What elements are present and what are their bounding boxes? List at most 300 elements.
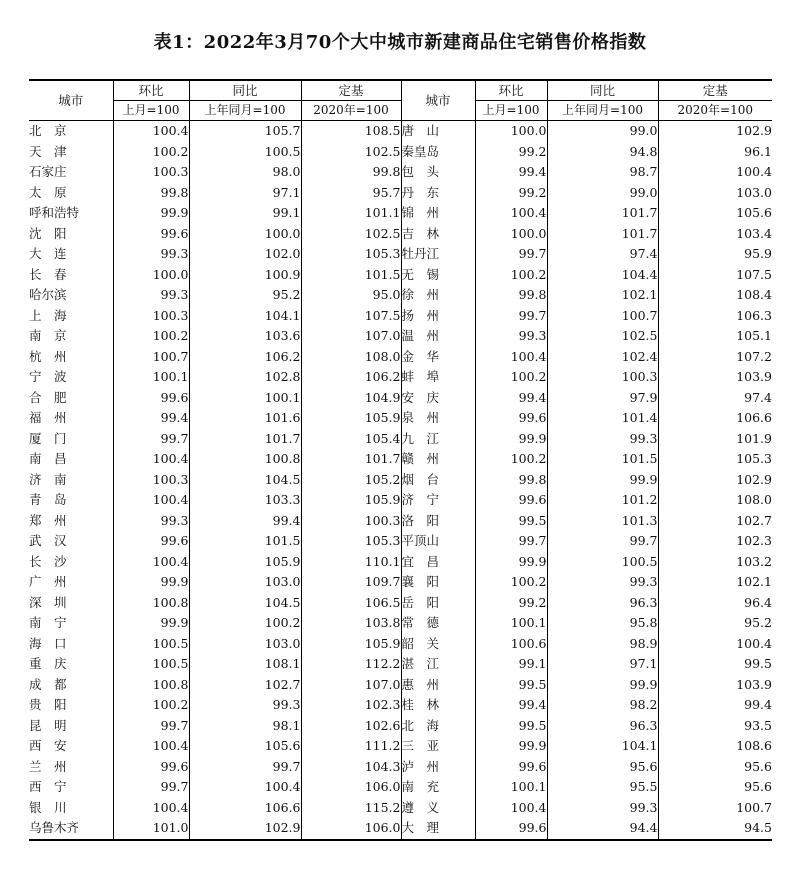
table-row xyxy=(29,552,772,573)
year-on-year-left: 98.0 xyxy=(189,162,301,183)
month-on-month-left: 99.6 xyxy=(113,388,189,409)
city-name-right: 金 华 xyxy=(401,347,475,368)
table-row xyxy=(29,449,772,470)
fixed-base-right: 100.4 xyxy=(658,634,772,655)
city-name-right: 大 理 xyxy=(401,818,475,840)
month-on-month-right: 99.6 xyxy=(475,757,547,778)
city-name-right: 包 头 xyxy=(401,162,475,183)
year-on-year-left: 103.0 xyxy=(189,572,301,593)
month-on-month-right: 100.2 xyxy=(475,449,547,470)
table-body xyxy=(29,121,772,840)
fixed-base-left: 106.2 xyxy=(301,367,401,388)
city-name-left: 天 津 xyxy=(29,143,67,159)
city-name-right: 九 江 xyxy=(401,429,475,450)
city-name-right: 韶 关 xyxy=(401,634,475,655)
year-on-year-left: 100.0 xyxy=(189,224,301,245)
subheader-year-on-year-right: 上年同月=100 xyxy=(547,101,658,121)
fixed-base-left: 110.1 xyxy=(301,552,401,573)
fixed-base-left: 101.1 xyxy=(301,203,401,224)
fixed-base-left: 105.4 xyxy=(301,429,401,450)
year-on-year-right: 101.7 xyxy=(547,203,658,224)
fixed-base-right: 100.4 xyxy=(658,162,772,183)
fixed-base-left: 108.0 xyxy=(301,347,401,368)
table-row xyxy=(29,531,772,552)
city-name-left: 海 口 xyxy=(29,635,67,651)
city-name-right: 三 亚 xyxy=(401,736,475,757)
month-on-month-right: 99.7 xyxy=(475,531,547,552)
month-on-month-left: 99.3 xyxy=(113,511,189,532)
month-on-month-left: 100.4 xyxy=(113,490,189,511)
month-on-month-right: 100.1 xyxy=(475,777,547,798)
city-name-left: 深 圳 xyxy=(29,594,67,610)
year-on-year-right: 94.4 xyxy=(547,818,658,840)
city-name-left: 大 连 xyxy=(29,246,67,261)
city-name-left: 银 川 xyxy=(29,799,67,815)
city-name-left: 成 都 xyxy=(29,676,67,692)
city-name-left: 广 州 xyxy=(29,574,67,589)
month-on-month-right: 99.9 xyxy=(475,736,547,757)
year-on-year-left: 99.4 xyxy=(189,511,301,532)
fixed-base-right: 96.4 xyxy=(658,593,772,614)
year-on-year-right: 99.9 xyxy=(547,470,658,491)
month-on-month-right: 100.0 xyxy=(475,121,547,142)
month-on-month-left: 100.3 xyxy=(113,470,189,491)
city-name-left: 上 海 xyxy=(29,307,67,323)
city-name-right: 湛 江 xyxy=(401,654,475,675)
table-row xyxy=(29,695,772,716)
city-name-left: 乌鲁木齐 xyxy=(29,820,80,835)
fixed-base-right: 105.6 xyxy=(658,203,772,224)
table-row xyxy=(29,142,772,163)
year-on-year-left: 100.4 xyxy=(189,777,301,798)
month-on-month-left: 99.9 xyxy=(113,572,189,593)
fixed-base-left: 105.9 xyxy=(301,634,401,655)
fixed-base-right: 102.3 xyxy=(658,531,772,552)
city-name-left: 济 南 xyxy=(29,471,67,487)
city-name-left: 西 宁 xyxy=(29,779,67,794)
month-on-month-right: 99.8 xyxy=(475,285,547,306)
fixed-base-right: 95.2 xyxy=(658,613,772,634)
city-name-right: 北 海 xyxy=(401,716,475,737)
table-row xyxy=(29,244,772,265)
fixed-base-right: 100.7 xyxy=(658,798,772,819)
month-on-month-left: 100.5 xyxy=(113,634,189,655)
month-on-month-left: 99.7 xyxy=(113,716,189,737)
city-name-right: 遵 义 xyxy=(401,798,475,819)
month-on-month-left: 99.8 xyxy=(113,183,189,204)
city-name-left: 青 岛 xyxy=(29,492,67,507)
fixed-base-left: 105.2 xyxy=(301,470,401,491)
year-on-year-right: 100.5 xyxy=(547,552,658,573)
month-on-month-left: 99.7 xyxy=(113,429,189,450)
city-name-right: 无 锡 xyxy=(401,265,475,286)
fixed-base-left: 106.0 xyxy=(301,818,401,840)
fixed-base-left: 105.9 xyxy=(301,408,401,429)
fixed-base-right: 97.4 xyxy=(658,388,772,409)
year-on-year-left: 102.8 xyxy=(189,367,301,388)
year-on-year-right: 101.5 xyxy=(547,449,658,470)
table-row xyxy=(29,203,772,224)
year-on-year-right: 102.4 xyxy=(547,347,658,368)
header-month-on-month-left: 环比 xyxy=(113,80,189,101)
city-name-right: 锦 州 xyxy=(401,203,475,224)
city-name-right: 吉 林 xyxy=(401,224,475,245)
city-name-left: 福 州 xyxy=(29,410,67,425)
city-name-right: 济 宁 xyxy=(401,490,475,511)
fixed-base-right: 105.3 xyxy=(658,449,772,470)
year-on-year-right: 99.0 xyxy=(547,183,658,204)
year-on-year-left: 102.9 xyxy=(189,818,301,840)
month-on-month-left: 100.3 xyxy=(113,162,189,183)
month-on-month-right: 100.0 xyxy=(475,224,547,245)
city-name-right: 安 庆 xyxy=(401,388,475,409)
month-on-month-right: 99.5 xyxy=(475,675,547,696)
fixed-base-right: 95.6 xyxy=(658,757,772,778)
fixed-base-left: 99.8 xyxy=(301,162,401,183)
city-name-left: 重 庆 xyxy=(29,656,67,671)
month-on-month-right: 99.6 xyxy=(475,408,547,429)
city-name-left: 南 京 xyxy=(29,328,67,343)
month-on-month-left: 100.5 xyxy=(113,654,189,675)
fixed-base-right: 103.4 xyxy=(658,224,772,245)
fixed-base-right: 95.6 xyxy=(658,777,772,798)
city-name-left: 南 昌 xyxy=(29,451,67,466)
year-on-year-left: 105.9 xyxy=(189,552,301,573)
header-year-on-year-right: 同比 xyxy=(547,80,658,101)
table-row xyxy=(29,716,772,737)
fixed-base-left: 95.0 xyxy=(301,285,401,306)
month-on-month-right: 99.2 xyxy=(475,593,547,614)
fixed-base-right: 103.2 xyxy=(658,552,772,573)
subheader-month-on-month-right: 上月=100 xyxy=(475,101,547,121)
fixed-base-right: 102.9 xyxy=(658,470,772,491)
fixed-base-left: 100.3 xyxy=(301,511,401,532)
city-name-right: 南 充 xyxy=(401,777,475,798)
year-on-year-right: 96.3 xyxy=(547,716,658,737)
city-name-right: 桂 林 xyxy=(401,695,475,716)
table-row xyxy=(29,818,772,840)
city-name-right: 洛 阳 xyxy=(401,511,475,532)
fixed-base-right: 106.3 xyxy=(658,306,772,327)
month-on-month-left: 100.2 xyxy=(113,326,189,347)
year-on-year-right: 99.3 xyxy=(547,572,658,593)
fixed-base-left: 102.6 xyxy=(301,716,401,737)
year-on-year-left: 100.1 xyxy=(189,388,301,409)
month-on-month-left: 99.6 xyxy=(113,757,189,778)
year-on-year-right: 99.3 xyxy=(547,798,658,819)
fixed-base-left: 107.0 xyxy=(301,675,401,696)
city-name-right: 赣 州 xyxy=(401,449,475,470)
year-on-year-right: 102.5 xyxy=(547,326,658,347)
month-on-month-right: 99.7 xyxy=(475,244,547,265)
fixed-base-left: 101.7 xyxy=(301,449,401,470)
fixed-base-left: 103.8 xyxy=(301,613,401,634)
month-on-month-right: 99.4 xyxy=(475,388,547,409)
table-row xyxy=(29,675,772,696)
year-on-year-right: 100.7 xyxy=(547,306,658,327)
year-on-year-right: 99.3 xyxy=(547,429,658,450)
fixed-base-left: 104.9 xyxy=(301,388,401,409)
year-on-year-right: 101.2 xyxy=(547,490,658,511)
city-name-left: 武 汉 xyxy=(29,533,67,548)
month-on-month-left: 99.4 xyxy=(113,408,189,429)
month-on-month-right: 99.7 xyxy=(475,306,547,327)
year-on-year-left: 101.5 xyxy=(189,531,301,552)
fixed-base-left: 109.7 xyxy=(301,572,401,593)
city-name-left: 哈尔滨 xyxy=(29,287,67,302)
table-row xyxy=(29,736,772,757)
month-on-month-left: 100.7 xyxy=(113,347,189,368)
year-on-year-left: 100.5 xyxy=(189,142,301,163)
table-row xyxy=(29,654,772,675)
year-on-year-right: 99.7 xyxy=(547,531,658,552)
fixed-base-left: 111.2 xyxy=(301,736,401,757)
city-name-left: 西 安 xyxy=(29,738,67,753)
fixed-base-left: 106.5 xyxy=(301,593,401,614)
table-row xyxy=(29,511,772,532)
table-row xyxy=(29,572,772,593)
table-row xyxy=(29,593,772,614)
year-on-year-left: 99.1 xyxy=(189,203,301,224)
year-on-year-left: 101.6 xyxy=(189,408,301,429)
year-on-year-left: 104.5 xyxy=(189,470,301,491)
fixed-base-right: 99.5 xyxy=(658,654,772,675)
year-on-year-right: 95.5 xyxy=(547,777,658,798)
city-name-left: 宁 波 xyxy=(29,369,67,384)
city-name-left: 北 京 xyxy=(29,123,67,138)
fixed-base-right: 102.9 xyxy=(658,121,772,142)
price-index-table xyxy=(29,79,772,841)
fixed-base-left: 107.5 xyxy=(301,306,401,327)
year-on-year-left: 100.8 xyxy=(189,449,301,470)
table-row xyxy=(29,121,772,142)
month-on-month-right: 100.2 xyxy=(475,265,547,286)
table-row xyxy=(29,408,772,429)
fixed-base-right: 99.4 xyxy=(658,695,772,716)
city-name-left: 兰 州 xyxy=(29,758,67,774)
fixed-base-right: 96.1 xyxy=(658,142,772,163)
month-on-month-left: 99.9 xyxy=(113,613,189,634)
fixed-base-left: 105.3 xyxy=(301,531,401,552)
table-row xyxy=(29,613,772,634)
fixed-base-left: 108.5 xyxy=(301,121,401,142)
fixed-base-right: 108.0 xyxy=(658,490,772,511)
city-name-left: 长 沙 xyxy=(29,553,67,569)
month-on-month-right: 99.2 xyxy=(475,183,547,204)
city-name-left: 石家庄 xyxy=(29,164,67,179)
year-on-year-left: 102.7 xyxy=(189,675,301,696)
year-on-year-right: 98.9 xyxy=(547,634,658,655)
year-on-year-right: 95.6 xyxy=(547,757,658,778)
month-on-month-left: 100.8 xyxy=(113,675,189,696)
year-on-year-left: 108.1 xyxy=(189,654,301,675)
header-month-on-month-right: 环比 xyxy=(475,80,547,101)
month-on-month-left: 100.4 xyxy=(113,552,189,573)
month-on-month-right: 100.4 xyxy=(475,798,547,819)
fixed-base-left: 104.3 xyxy=(301,757,401,778)
year-on-year-right: 101.7 xyxy=(547,224,658,245)
city-name-left: 合 肥 xyxy=(29,389,67,405)
city-name-right: 秦皇岛 xyxy=(401,142,475,163)
month-on-month-left: 100.4 xyxy=(113,736,189,757)
city-name-right: 温 州 xyxy=(401,326,475,347)
city-name-left: 杭 州 xyxy=(29,348,67,364)
table-row xyxy=(29,183,772,204)
month-on-month-right: 100.6 xyxy=(475,634,547,655)
month-on-month-right: 99.9 xyxy=(475,429,547,450)
subheader-month-on-month-left: 上月=100 xyxy=(113,101,189,121)
fixed-base-left: 106.0 xyxy=(301,777,401,798)
year-on-year-right: 96.3 xyxy=(547,593,658,614)
month-on-month-right: 100.2 xyxy=(475,572,547,593)
table-row xyxy=(29,388,772,409)
month-on-month-left: 99.3 xyxy=(113,244,189,265)
fixed-base-left: 107.0 xyxy=(301,326,401,347)
year-on-year-left: 106.6 xyxy=(189,798,301,819)
month-on-month-left: 100.2 xyxy=(113,142,189,163)
fixed-base-left: 112.2 xyxy=(301,654,401,675)
table-row xyxy=(29,757,772,778)
city-name-right: 襄 阳 xyxy=(401,572,475,593)
table-row xyxy=(29,326,772,347)
fixed-base-right: 103.9 xyxy=(658,675,772,696)
city-name-left: 郑 州 xyxy=(29,512,67,528)
city-name-right: 泉 州 xyxy=(401,408,475,429)
month-on-month-left: 100.4 xyxy=(113,449,189,470)
year-on-year-left: 100.2 xyxy=(189,613,301,634)
city-name-left: 长 春 xyxy=(29,266,67,282)
table-row xyxy=(29,306,772,327)
year-on-year-right: 101.4 xyxy=(547,408,658,429)
month-on-month-left: 101.0 xyxy=(113,818,189,840)
month-on-month-left: 100.8 xyxy=(113,593,189,614)
table-row xyxy=(29,798,772,819)
city-name-right: 平顶山 xyxy=(401,531,475,552)
city-name-right: 惠 州 xyxy=(401,675,475,696)
header-city-left: 城市 xyxy=(29,80,113,121)
year-on-year-right: 99.0 xyxy=(547,121,658,142)
year-on-year-left: 99.7 xyxy=(189,757,301,778)
month-on-month-right: 99.8 xyxy=(475,470,547,491)
year-on-year-right: 104.4 xyxy=(547,265,658,286)
fixed-base-right: 108.6 xyxy=(658,736,772,757)
city-name-left: 沈 阳 xyxy=(29,225,67,241)
city-name-right: 宜 昌 xyxy=(401,552,475,573)
table-row xyxy=(29,162,772,183)
year-on-year-right: 94.8 xyxy=(547,142,658,163)
city-name-left: 厦 门 xyxy=(29,430,67,446)
fixed-base-right: 107.2 xyxy=(658,347,772,368)
year-on-year-left: 98.1 xyxy=(189,716,301,737)
year-on-year-left: 104.5 xyxy=(189,593,301,614)
month-on-month-right: 99.1 xyxy=(475,654,547,675)
month-on-month-right: 99.5 xyxy=(475,716,547,737)
month-on-month-left: 100.1 xyxy=(113,367,189,388)
fixed-base-right: 102.1 xyxy=(658,572,772,593)
city-name-right: 常 德 xyxy=(401,613,475,634)
year-on-year-left: 103.6 xyxy=(189,326,301,347)
year-on-year-left: 106.2 xyxy=(189,347,301,368)
fixed-base-right: 95.9 xyxy=(658,244,772,265)
table-row xyxy=(29,367,772,388)
table-title: 表1：2022年3月70个大中城市新建商品住宅销售价格指数 xyxy=(153,32,647,53)
fixed-base-right: 94.5 xyxy=(658,818,772,840)
city-name-right: 徐 州 xyxy=(401,285,475,306)
table-row xyxy=(29,490,772,511)
fixed-base-left: 95.7 xyxy=(301,183,401,204)
year-on-year-left: 95.2 xyxy=(189,285,301,306)
month-on-month-left: 100.0 xyxy=(113,265,189,286)
fixed-base-left: 101.5 xyxy=(301,265,401,286)
month-on-month-right: 99.2 xyxy=(475,142,547,163)
month-on-month-right: 99.4 xyxy=(475,162,547,183)
month-on-month-left: 100.4 xyxy=(113,121,189,142)
year-on-year-left: 100.9 xyxy=(189,265,301,286)
subheader-fixed-base-right: 2020年=100 xyxy=(658,101,772,121)
fixed-base-right: 103.9 xyxy=(658,367,772,388)
year-on-year-right: 97.4 xyxy=(547,244,658,265)
fixed-base-right: 101.9 xyxy=(658,429,772,450)
fixed-base-right: 105.1 xyxy=(658,326,772,347)
month-on-month-right: 100.1 xyxy=(475,613,547,634)
year-on-year-right: 100.3 xyxy=(547,367,658,388)
year-on-year-left: 101.7 xyxy=(189,429,301,450)
month-on-month-right: 100.4 xyxy=(475,203,547,224)
year-on-year-right: 98.7 xyxy=(547,162,658,183)
header-fixed-base-left: 定基 xyxy=(301,80,401,101)
month-on-month-right: 99.6 xyxy=(475,490,547,511)
year-on-year-left: 103.3 xyxy=(189,490,301,511)
year-on-year-right: 95.8 xyxy=(547,613,658,634)
header-year-on-year-left: 同比 xyxy=(189,80,301,101)
table-row xyxy=(29,634,772,655)
month-on-month-left: 99.7 xyxy=(113,777,189,798)
city-name-right: 丹 东 xyxy=(401,183,475,204)
city-name-left: 太 原 xyxy=(29,184,67,200)
month-on-month-right: 99.3 xyxy=(475,326,547,347)
table-row xyxy=(29,470,772,491)
subheader-year-on-year-left: 上年同月=100 xyxy=(189,101,301,121)
city-name-right: 烟 台 xyxy=(401,470,475,491)
subheader-fixed-base-left: 2020年=100 xyxy=(301,101,401,121)
month-on-month-right: 99.9 xyxy=(475,552,547,573)
year-on-year-left: 102.0 xyxy=(189,244,301,265)
month-on-month-left: 100.2 xyxy=(113,695,189,716)
table-row xyxy=(29,429,772,450)
month-on-month-left: 99.3 xyxy=(113,285,189,306)
year-on-year-left: 97.1 xyxy=(189,183,301,204)
table-row xyxy=(29,224,772,245)
fixed-base-left: 102.3 xyxy=(301,695,401,716)
fixed-base-right: 103.0 xyxy=(658,183,772,204)
city-name-right: 蚌 埠 xyxy=(401,367,475,388)
city-name-right: 牡丹江 xyxy=(401,244,475,265)
month-on-month-left: 99.6 xyxy=(113,531,189,552)
year-on-year-right: 102.1 xyxy=(547,285,658,306)
city-name-left: 呼和浩特 xyxy=(29,205,80,220)
year-on-year-right: 97.1 xyxy=(547,654,658,675)
month-on-month-right: 99.6 xyxy=(475,818,547,840)
header-fixed-base-right: 定基 xyxy=(658,80,772,101)
fixed-base-left: 105.3 xyxy=(301,244,401,265)
year-on-year-left: 104.1 xyxy=(189,306,301,327)
year-on-year-right: 99.9 xyxy=(547,675,658,696)
fixed-base-right: 93.5 xyxy=(658,716,772,737)
city-name-left: 昆 明 xyxy=(29,717,67,733)
fixed-base-right: 106.6 xyxy=(658,408,772,429)
city-name-right: 岳 阳 xyxy=(401,593,475,614)
year-on-year-left: 105.6 xyxy=(189,736,301,757)
